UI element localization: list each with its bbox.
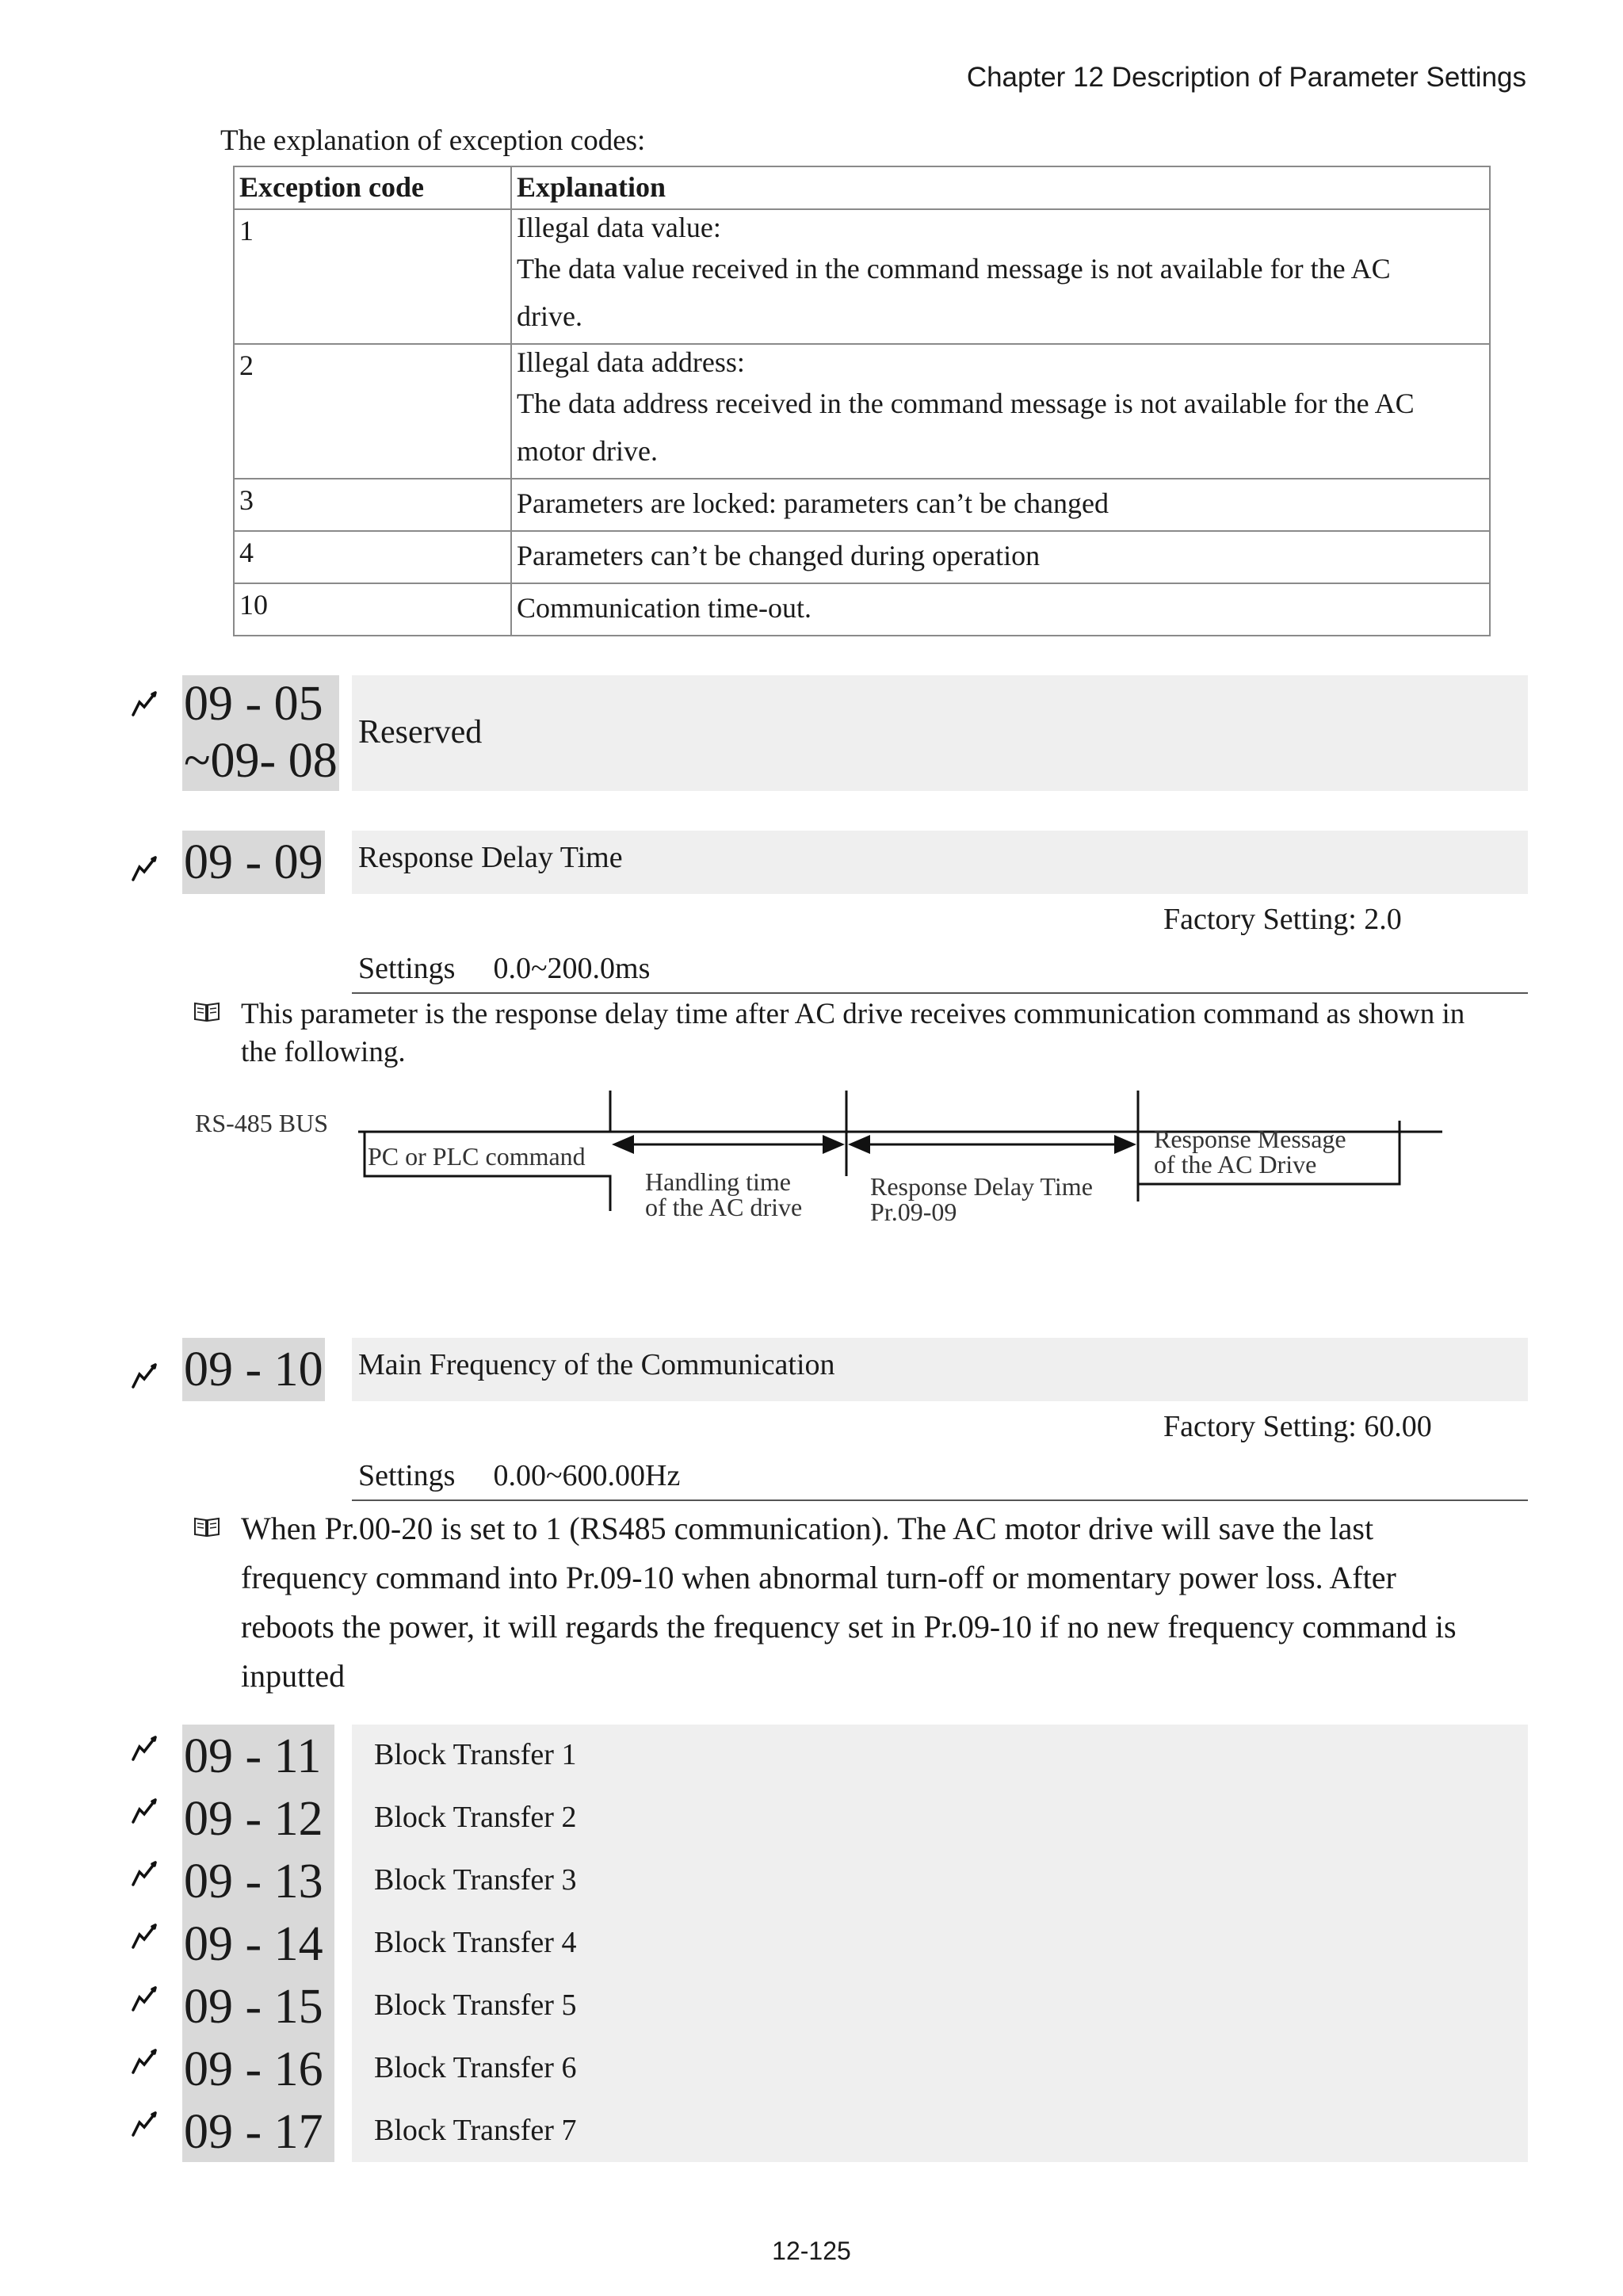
block-transfer-label: Block Transfer 4 [374,1926,577,1959]
explanation-line: drive. [517,300,582,332]
param-title-reserved: Reserved [358,714,483,751]
exception-explanation: Parameters are locked: parameters can’t be changed [511,479,1490,531]
note-line: When Pr.00-20 is set to 1 (RS485 communication). The AC motor drive will save the last [241,1511,1374,1546]
arrowhead [1114,1135,1136,1154]
exception-code: 4 [234,531,511,583]
factory-setting-0910: Factory Setting: 60.00 [1163,1410,1432,1443]
exception-explanation: Communication time-out. [511,583,1490,636]
pencil-icon [130,1858,162,1889]
settings-label: Settings [358,1459,456,1492]
response-timing-diagram [190,1091,1458,1249]
param-number: 09 - 11 [184,1729,322,1783]
settings-value: 0.00~600.00Hz [493,1459,681,1492]
pencil-icon [130,2108,162,2140]
settings-divider [352,992,1528,994]
response-label-line: of the AC Drive [1154,1150,1317,1179]
command-label: PC or PLC command [368,1142,586,1171]
pencil-icon [130,1360,162,1392]
settings-0909 [358,951,650,986]
bus-label: RS-485 BUS [195,1109,329,1137]
settings-label: Settings [358,952,456,985]
param-number-line: ~09- 08 [184,734,338,788]
table-row [234,583,1490,636]
explanation-heading: Illegal data address: [517,346,745,378]
param-title-bar [352,675,1528,791]
param-number: 09 - 15 [184,1980,323,2034]
param-number: 09 - 17 [184,2105,323,2159]
delay-label-line: Response Delay Time [870,1172,1093,1201]
note-line: inputted [241,1658,346,1694]
explanation-heading: Illegal data value: [517,212,721,243]
block-transfer-label: Block Transfer 3 [374,1863,577,1897]
settings-0910 [358,1458,680,1493]
factory-setting-0909: Factory Setting: 2.0 [1163,903,1402,936]
param-number-0910: 09 - 10 [182,1338,325,1401]
delay-label-line: Pr.09-09 [870,1198,957,1226]
exception-intro: The explanation of exception codes: [220,124,646,157]
block-transfer-label: Block Transfer 7 [374,2114,577,2147]
explanation-line: The data value received in the command message is not available for the AC [517,253,1391,285]
handling-label-line: of the AC drive [645,1193,803,1221]
column-header-code: Exception code [234,166,511,209]
pencil-icon [130,688,162,720]
param-number: 09 - 13 [184,1855,323,1908]
handling-label-line: Handling time [645,1167,791,1196]
arrowhead [848,1135,870,1154]
pencil-icon [130,1920,162,1952]
table-row [234,479,1490,531]
exception-explanation [511,344,1490,479]
note-line: This parameter is the response delay time after AC drive receives communication command as shown in [241,998,1465,1030]
arrowhead [612,1135,634,1154]
exception-explanation: Parameters can’t be changed during operation [511,531,1490,583]
exception-table [233,166,1491,636]
block-transfer-label: Block Transfer 5 [374,1988,577,2022]
param-number-line: 09 - 05 [184,677,323,731]
chapter-header: Chapter 12 Description of Parameter Settings [966,62,1526,93]
arrowhead [823,1135,845,1154]
table-row [234,209,1490,344]
param-title-0910: Main Frequency of the Communication [358,1348,835,1381]
note-line: the following. [241,1036,406,1068]
block-transfer-label: Block Transfer 2 [374,1801,577,1834]
table-header-row [234,166,1490,209]
block-transfer-label: Block Transfer 1 [374,1738,577,1771]
param-number: 09 - 16 [184,2042,323,2096]
block-transfer-label: Block Transfer 6 [374,2051,577,2084]
param-number-0909: 09 - 09 [182,831,325,894]
settings-divider [352,1499,1528,1501]
pencil-icon [130,1733,162,1764]
explanation-line: The data address received in the command message is not available for the AC [517,388,1415,419]
book-icon [193,1515,220,1538]
exception-code: 2 [234,344,511,479]
table-row [234,344,1490,479]
exception-code: 10 [234,583,511,636]
exception-code: 1 [234,209,511,344]
table-row [234,531,1490,583]
page-number: 12-125 [772,2237,851,2265]
note-0909 [241,995,1509,1072]
explanation-line: motor drive. [517,435,658,467]
note-0910 [241,1504,1509,1701]
exception-explanation [511,209,1490,344]
settings-value: 0.0~200.0ms [493,952,651,985]
pencil-icon [130,2046,162,2077]
pencil-icon [130,1983,162,2015]
param-number-reserved [182,675,339,791]
note-line: reboots the power, it will regards the frequency set in Pr.09-10 if no new frequency command is [241,1609,1457,1645]
book-icon [193,1000,220,1022]
note-line: frequency command into Pr.09-10 when abnormal turn-off or momentary power loss. After [241,1560,1396,1595]
pencil-icon [130,1795,162,1827]
column-header-explanation: Explanation [511,166,1490,209]
response-label-line: Response Message [1154,1125,1346,1153]
param-title-0909: Response Delay Time [358,841,623,874]
pencil-icon [130,853,162,884]
param-number: 09 - 12 [184,1792,323,1846]
param-number: 09 - 14 [184,1917,323,1971]
exception-code: 3 [234,479,511,531]
